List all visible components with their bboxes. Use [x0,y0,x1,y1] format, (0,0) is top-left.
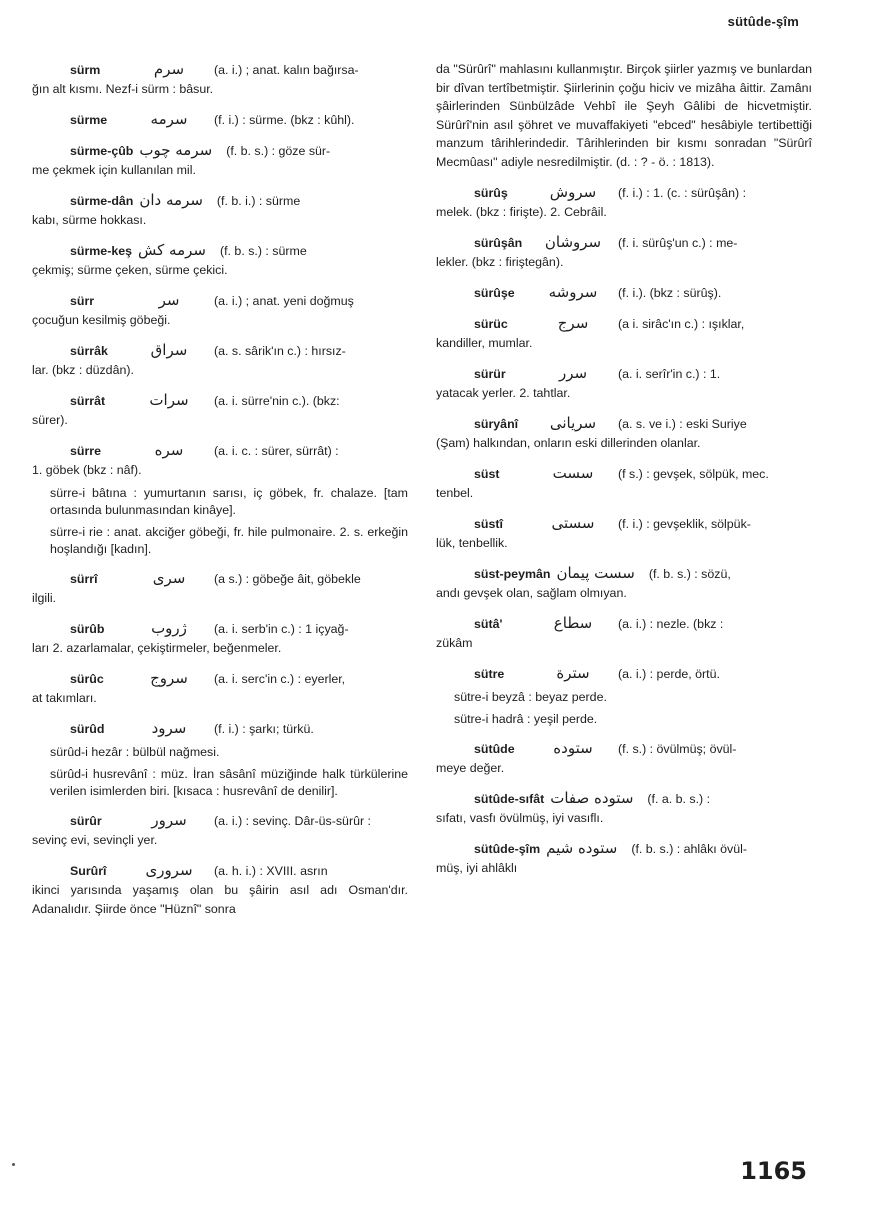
dictionary-entry [436,839,812,878]
entry-first-line [436,564,812,584]
definition-first: (f. b. s.) : göze sür- [226,144,331,158]
definition-first: (a. h. i.) : XVIII. asrın [214,864,328,878]
dictionary-entry [32,141,408,180]
sub-entry: sürre-i rie : anat. akciğer göbeği, fr. hile pulmonaire. 2. s. erkeğin hoşlandığı [kadın]. [50,525,408,556]
definition-first: (f. b. s.) : ahlâkı övül- [631,842,748,856]
headword: sürre [70,444,101,458]
headword: sürm [70,63,101,77]
entry-first-line [436,664,812,684]
headword: sürûr [70,814,102,828]
entry-first-line [32,110,408,130]
definition-first: (f. i.). (bkz : sürûş). [618,286,722,300]
definition-continuation: lük, tenbellik. [436,536,508,550]
definition-first: (a. i.) ; anat. yeni doğmuş [214,294,354,308]
definition-first: (a. i.) : perde, örtü. [618,667,720,681]
definition-first: (f. b. s.) : sözü, [648,567,731,581]
definition-first: (f. i.) : şarkı; türkü. [214,722,314,736]
sub-entry: sürûd-i husrevânî : müz. İran sâsânî müziğinde halk türkülerine verilen isimlerden biri. [kısaca : husrevânî de denilir]. [50,767,408,798]
headword: sütûde-şîm [474,842,541,856]
definition-first: (f. i.) : 1. (c. : sürûşân) : [618,186,747,200]
dictionary-entry [32,341,408,380]
headword: sürüc [474,317,508,331]
arabic-script: سرج [557,314,589,332]
definition-continuation: zükâm [436,636,473,650]
headword: sürme-dân [70,194,134,208]
arabic-script: سستی [551,514,595,532]
definition-first: (a. s. sârik'ın c.) : hırsız- [214,344,346,358]
sub-entry: sürre-i bâtına : yumurtanın sarısı, iç göbek, fr. chalaze. [tam ortasında bulunmasından kinâye]. [50,486,408,517]
arabic-script: سرور [151,811,187,829]
entry-first-line [436,464,812,484]
dictionary-entry [436,514,812,553]
arabic-script: سراق [150,341,188,359]
definition-first: (f. i.) : gevşeklik, sölpük- [618,517,751,531]
arabic-script: سرات [149,391,189,409]
dictionary-entry [32,719,408,739]
definition-first: (a. i. sürre'nin c.). (bkz: [214,394,340,408]
page-number: 1165 [740,1157,807,1185]
dictionary-entry [32,569,408,608]
sub-entry: sütre-i beyzâ : beyaz perde. [454,690,607,704]
definition-continuation: ilgili. [32,591,57,605]
headword: süstî [474,517,503,531]
entry-first-line [32,669,408,689]
dictionary-entry [436,664,812,684]
dictionary-entry [32,241,408,280]
headword: sürûşân [474,236,523,250]
entry-first-line [436,614,812,634]
arabic-script: سروشان [544,233,602,251]
entry-first-line [32,141,408,161]
entry-first-line [436,233,812,253]
headword: sütûde-sıfât [474,792,545,806]
headword: sürür [474,367,506,381]
dictionary-entry [32,291,408,330]
definition-first: (f. s.) : övülmüş; övül- [618,742,737,756]
arabic-script: سروشه [548,283,598,301]
headword: sürûc [70,672,104,686]
entry-first-line [436,283,812,303]
arabic-script: سست [552,464,594,482]
definition-continuation: melek. (bkz : firişte). 2. Cebrâil. [436,205,607,219]
definition-first: (f. b. i.) : sürme [216,194,301,208]
definition-first: (a. i.) ; anat. kalın bağırsa- [214,63,359,77]
right-column [436,60,812,889]
arabic-script: سرمه چوب [139,141,213,159]
definition-first: (a. i. serb'in c.) : 1 içyağ- [214,622,349,636]
arabic-script: سریانی [549,414,597,432]
definition-first: (f. i. sürûş'un c.) : me- [618,236,738,250]
entry-first-line [436,314,812,334]
entry-first-line [32,391,408,411]
page-mark [12,1163,15,1166]
definition-continuation: kandiller, mumlar. [436,336,533,350]
definition-continuation: çekmiş; sürme çeken, sürme çekici. [32,263,228,277]
headword: sürme-çûb [70,144,134,158]
arabic-script: سرمه دان [139,191,203,209]
entry-first-line [436,364,812,384]
running-head: sütûde-şîm [727,14,799,29]
definition-continuation: andı gevşek olan, sağlam olmıyan. [436,586,627,600]
definition-continuation: ikinci yarısında yaşamış olan bu şâirin asıl adı Osman'dır. Adanalıdır. Şiirde önce "Hüznî" sonra [32,883,408,916]
definition-continuation: ğın alt kısmı. Nezf-i sürm : bâsur. [32,82,214,96]
entry-first-line [32,241,408,261]
arabic-script: سری [152,569,186,587]
dictionary-entry [32,191,408,230]
right-column-entries [436,183,812,878]
definition-first: (f. b. s.) : sürme [219,244,307,258]
definition-first: (a. i. c. : sürer, sürrât) : [214,444,339,458]
sub-entry: sürûd-i hezâr : bülbül nağmesi. [50,745,220,759]
entry-first-line [32,569,408,589]
arabic-script: سره [154,441,184,459]
dictionary-entry [32,619,408,658]
headword: sütûde [474,742,515,756]
definition-first: (a. i. serc'in c.) : eyerler, [214,672,346,686]
headword: sürûş [474,186,508,200]
dictionary-entry [436,564,812,603]
definition-continuation: çocuğun kesilmiş göbeği. [32,313,171,327]
definition-first: (f s.) : gevşek, sölpük, mec. [618,467,769,481]
arabic-script: سروش [549,183,597,201]
definition-first: (a. i.) : sevinç. Dâr-üs-sürûr : [214,814,371,828]
arabic-script: ستوده صفات [550,789,634,807]
dictionary-entry [32,110,408,130]
arabic-script: سرمه [150,110,188,128]
dictionary-entry [436,789,812,828]
entry-first-line [436,514,812,534]
entry-first-line [32,719,408,739]
arabic-script: سرود [151,719,187,737]
left-column [32,60,408,930]
definition-first: (f. i.) : sürme. (bkz : kûhl). [214,113,355,127]
definition-continuation: kabı, sürme hokkası. [32,213,147,227]
headword: sürrât [70,394,106,408]
definition-continuation: müş, iyi ahlâklı [436,861,518,875]
definition-continuation: sevinç evi, sevinçli yer. [32,833,158,847]
entry-first-line [436,839,812,859]
arabic-script: سرر [558,364,588,382]
headword: sürrâk [70,344,108,358]
entry-first-line [436,414,812,434]
dictionary-entry [436,414,812,453]
entry-first-line [32,861,408,881]
definition-first: (a s.) : göbeğe âit, göbekle [214,572,361,586]
headword: sürrî [70,572,98,586]
definition-continuation: lar. (bkz : düzdân). [32,363,134,377]
dictionary-entry [32,391,408,430]
dictionary-entry [32,861,408,919]
definition-continuation: sürer). [32,413,68,427]
entry-first-line [32,191,408,211]
dictionary-entry [32,441,408,480]
arabic-script: سرم [153,60,185,78]
definition-first: (f. a. b. s.) : [647,792,711,806]
dictionary-entry [436,314,812,353]
entry-first-line [32,341,408,361]
dictionary-entry [436,614,812,653]
arabic-script: سروج [150,669,188,687]
arabic-script: ژروب [151,619,187,637]
definition-continuation: meye değer. [436,761,505,775]
definition-continuation: at takımları. [32,691,97,705]
dictionary-entry [32,60,408,99]
dictionary-entry [436,464,812,503]
arabic-script: سترة [556,664,590,682]
arabic-script: ستوده شیم [546,839,618,857]
surruri-continuation: da "Sürûrî" mahlasını kullanmıştır. Birçok şiirler yazmış ve bunlardan bir dîvan tertîbetmiştir. Şiirlerinin çoğu hiciv ve mizâha âittir. Zamânı şâirlerinden Sünbülzâde Vehbî ile Şeyh Gâlibi de hicvetmiştir. Sürûrî'nin asıl şöhret ve muvaffakiyeti "ebced" hesâbiyle tertibettiği manzum târihlerindedir. Târihlerinden bir kısmı sonradan "Sürûrî Mecmûası" adiyle nesredilmiştir. (d. : ? - ö. : 1813). [436,62,812,169]
headword: sürme-keş [70,244,132,258]
dictionary-entry [436,364,812,403]
headword: sütre [474,667,505,681]
definition-continuation: me çekmek için kullanılan mil. [32,163,196,177]
definition-first: (a. i. serîr'in c.) : 1. [618,367,721,381]
definition-continuation: lekler. (bkz : firiştegân). [436,255,564,269]
headword: Surûrî [70,864,107,878]
headword: sürr [70,294,95,308]
dictionary-entry [32,811,408,850]
headword: sürme [70,113,108,127]
definition-continuation: sıfatı, vasfı övülmüş, iyi vasıflı. [436,811,604,825]
entry-first-line [436,183,812,203]
headword: sütâ' [474,617,503,631]
definition-continuation: (Şam) halkından, onların eski dillerinden olanlar. [436,436,701,450]
arabic-script: سست پیمان [556,564,635,582]
entry-first-line [436,789,812,809]
arabic-script: سطاع [553,614,593,632]
definition-continuation: ları 2. azarlamalar, çekiştirmeler, beğenmeler. [32,641,282,655]
definition-first: (a. s. ve i.) : eski Suriye [618,417,747,431]
headword: süst [474,467,500,481]
arabic-script: سروری [145,861,193,879]
headword: sürûb [70,622,105,636]
entry-first-line [32,60,408,80]
dictionary-entry [436,183,812,222]
dictionary-entry [436,739,812,778]
dictionary-entry [436,283,812,303]
definition-continuation: yatacak yerler. 2. tahtlar. [436,386,571,400]
dictionary-entry [32,669,408,708]
arabic-script: سرمه کش [138,241,206,259]
dictionary-entry [436,233,812,272]
entry-first-line [32,619,408,639]
entry-first-line [32,441,408,461]
headword: sürûd [70,722,105,736]
definition-continuation: 1. göbek (bkz : nâf). [32,463,142,477]
arabic-script: سر [158,291,180,309]
definition-first: (a. i.) : nezle. (bkz : [618,617,724,631]
headword: süst-peymân [474,567,551,581]
definition-continuation: tenbel. [436,486,474,500]
entry-first-line [32,291,408,311]
headword: sürûşe [474,286,515,300]
entry-first-line [32,811,408,831]
sub-entry: sütre-i hadrâ : yeşil perde. [454,712,598,726]
entry-first-line [436,739,812,759]
headword: süryânî [474,417,519,431]
definition-first: (a i. sirâc'ın c.) : ışıklar, [618,317,745,331]
arabic-script: ستوده [553,739,593,757]
